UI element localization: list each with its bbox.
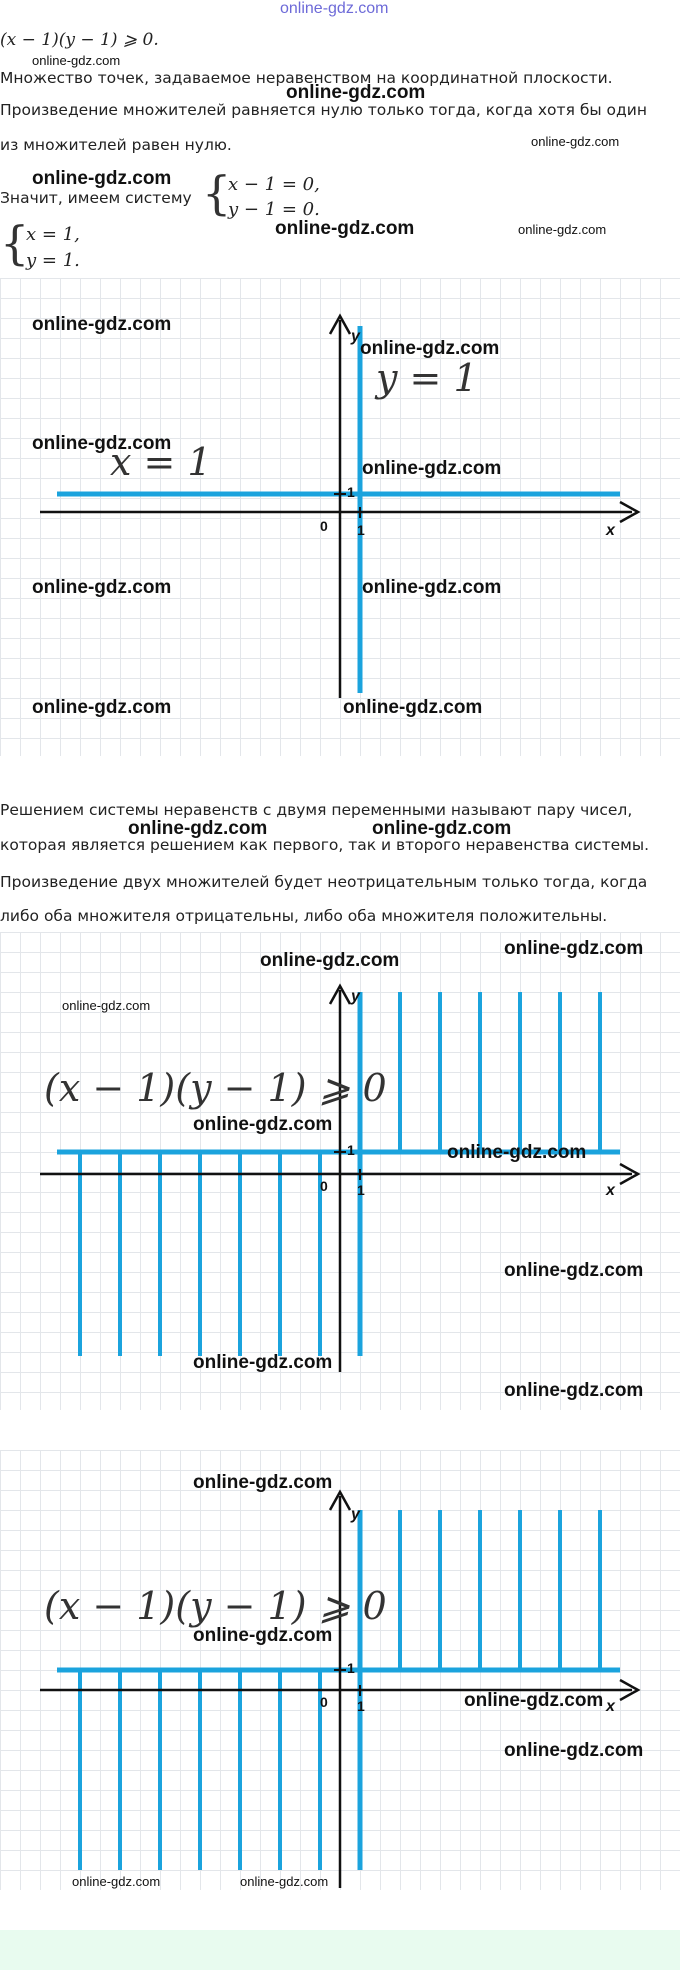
axis-label-x: x [606, 522, 615, 539]
watermark: online-gdz.com [193, 1114, 333, 1135]
axis-label-y: y [351, 988, 360, 1005]
label-x-equals-1: x = 1 [110, 440, 212, 484]
watermark: online-gdz.com [32, 168, 172, 189]
intro-line-1: Множество точек, задаваемое неравенством на координатной плоскости. [0, 69, 613, 87]
site-logo[interactable]: online-gdz.com [280, 0, 389, 17]
solution-brace: { [0, 216, 30, 270]
watermark: online-gdz.com [504, 1740, 644, 1761]
solution-equation-2: y = 1. [26, 250, 80, 271]
watermark: online-gdz.com [531, 134, 620, 149]
watermark: online-gdz.com [260, 950, 400, 971]
explanation-line-3: Произведение двух множителей будет неотрицательным только тогда, когда [0, 873, 648, 891]
label-y-equals-1: y = 1 [376, 356, 478, 400]
graph-2 [0, 932, 680, 1410]
tick-label-y-1: 1 [347, 484, 355, 500]
watermark: online-gdz.com [372, 818, 512, 839]
watermark: online-gdz.com [275, 218, 415, 239]
graph-1 [0, 278, 680, 756]
tick-label-x-1: 1 [357, 1182, 365, 1198]
watermark: online-gdz.com [62, 998, 151, 1013]
axis-label-y: y [351, 328, 360, 345]
watermark: online-gdz.com [32, 53, 121, 68]
axis-label-x: x [606, 1698, 615, 1715]
tick-label-y-1: 1 [347, 1660, 355, 1676]
system-intro: Значит, имеем систему [0, 189, 192, 207]
watermark: online-gdz.com [32, 433, 172, 454]
explanation-line-2: которая является решением как первого, так и второго неравенства системы. [0, 836, 649, 854]
system-brace: { [202, 166, 232, 220]
watermark: online-gdz.com [240, 1874, 329, 1889]
explanation-line-1: Решением системы неравенств с двумя переменными называют пару чисел, [0, 801, 633, 819]
watermark: online-gdz.com [32, 577, 172, 598]
watermark: online-gdz.com [464, 1690, 604, 1711]
watermark: online-gdz.com [362, 577, 502, 598]
footer-band [0, 1930, 680, 1970]
system-equation-1: x − 1 = 0, [228, 174, 320, 195]
graph-1-plot [0, 278, 680, 756]
watermark: online-gdz.com [193, 1352, 333, 1373]
inequality-label: (x − 1)(y − 1) ⩾ 0 [44, 1584, 387, 1628]
watermark: online-gdz.com [193, 1472, 333, 1493]
intro-line-3: из множителей равен нулю. [0, 136, 232, 154]
origin-label: 0 [320, 518, 328, 534]
watermark: online-gdz.com [193, 1625, 333, 1646]
watermark: online-gdz.com [504, 1380, 644, 1401]
tick-label-x-1: 1 [357, 1698, 365, 1714]
origin-label: 0 [320, 1694, 328, 1710]
axis-label-x: x [606, 1182, 615, 1199]
explanation-line-4: либо оба множителя отрицательны, либо оба множителя положительны. [0, 907, 608, 925]
watermark: online-gdz.com [504, 938, 644, 959]
watermark: online-gdz.com [518, 222, 607, 237]
axis-label-y: y [351, 1506, 360, 1523]
graph-3-plot [0, 1450, 680, 1890]
watermark: online-gdz.com [447, 1142, 587, 1163]
watermark: online-gdz.com [128, 818, 268, 839]
tick-label-y-1: 1 [347, 1142, 355, 1158]
watermark: online-gdz.com [343, 697, 483, 718]
tick-label-x-1: 1 [357, 522, 365, 538]
watermark: online-gdz.com [286, 82, 426, 103]
inequality-label: (x − 1)(y − 1) ⩾ 0 [44, 1066, 387, 1110]
watermark: online-gdz.com [362, 458, 502, 479]
watermark: online-gdz.com [504, 1260, 644, 1281]
inequality-expression: (x − 1)(y − 1) ⩾ 0. [0, 30, 159, 50]
watermark: online-gdz.com [32, 314, 172, 335]
intro-line-2: Произведение множителей равняется нулю только тогда, когда хотя бы один [0, 101, 647, 119]
solution-equation-1: x = 1, [26, 224, 80, 245]
watermark: online-gdz.com [360, 338, 500, 359]
graph-3 [0, 1450, 680, 1890]
watermark: online-gdz.com [32, 697, 172, 718]
origin-label: 0 [320, 1178, 328, 1194]
system-equation-2: y − 1 = 0. [228, 199, 320, 220]
watermark: online-gdz.com [72, 1874, 161, 1889]
